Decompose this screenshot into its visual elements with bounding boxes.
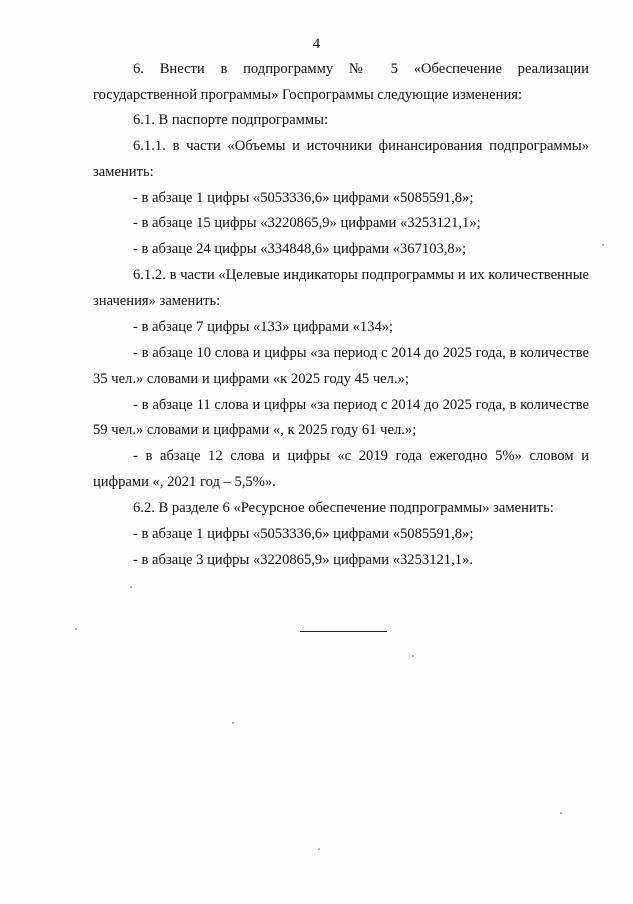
text-line: - в абзаце 1 цифры «5053336,6» цифрами «5085591,8»; xyxy=(133,190,474,206)
text-line: - в абзаце 11 слова и цифры «за период с 2014 до 2025 года, в количестве xyxy=(133,397,589,413)
page-number: 4 xyxy=(312,36,321,52)
scan-speck xyxy=(560,812,562,814)
scan-speck xyxy=(130,586,132,588)
scan-speck xyxy=(75,628,77,630)
text-line: - в абзаце 1 цифры «5053336,6» цифрами «5085591,8»; xyxy=(133,526,474,542)
text-line: 6. Внести в подпрограмму № 5 «Обеспечение реализации xyxy=(133,61,589,77)
text-line: 59 чел.» словами и цифрами «, к 2025 году 61 чел.»; xyxy=(93,422,417,438)
text-line: - в абзаце 10 слова и цифры «за период с 2014 до 2025 года, в количестве xyxy=(133,345,589,361)
scan-speck xyxy=(602,244,604,246)
scan-speck xyxy=(232,722,234,724)
text-line: 6.2. В разделе 6 «Ресурсное обеспечение подпрограммы» заменить: xyxy=(133,500,554,516)
text-line: заменить: xyxy=(93,164,154,180)
text-line: цифрами «, 2021 год – 5,5%». xyxy=(93,474,276,490)
text-line: - в абзаце 15 цифры «3220865,9» цифрами «3253121,1»; xyxy=(133,215,481,231)
text-line: - в абзаце 7 цифры «133» цифрами «134»; xyxy=(133,319,394,335)
end-separator-line xyxy=(300,631,387,632)
scan-speck xyxy=(412,655,414,657)
text-line: 6.1.1. в части «Объемы и источники финансирования подпрограммы» xyxy=(133,138,589,154)
text-line: 35 чел.» словами и цифрами «к 2025 году 45 чел.»; xyxy=(93,371,409,387)
text-line: 6.1. В паспорте подпрограммы: xyxy=(133,112,329,128)
text-line: - в абзаце 24 цифры «334848,6» цифрами «367103,8»; xyxy=(133,241,467,257)
text-line: значения» заменить: xyxy=(93,293,221,309)
text-line: государственной программы» Госпрограммы следующие изменения: xyxy=(93,87,523,103)
text-line: - в абзаце 3 цифры «3220865,9» цифрами «3253121,1». xyxy=(133,552,473,568)
text-line: 6.1.2. в части «Целевые индикаторы подпрограммы и их количественные xyxy=(133,267,589,283)
scan-speck xyxy=(318,848,320,850)
text-line: - в абзаце 12 слова и цифры «с 2019 года ежегодно 5%» словом и xyxy=(133,448,589,464)
